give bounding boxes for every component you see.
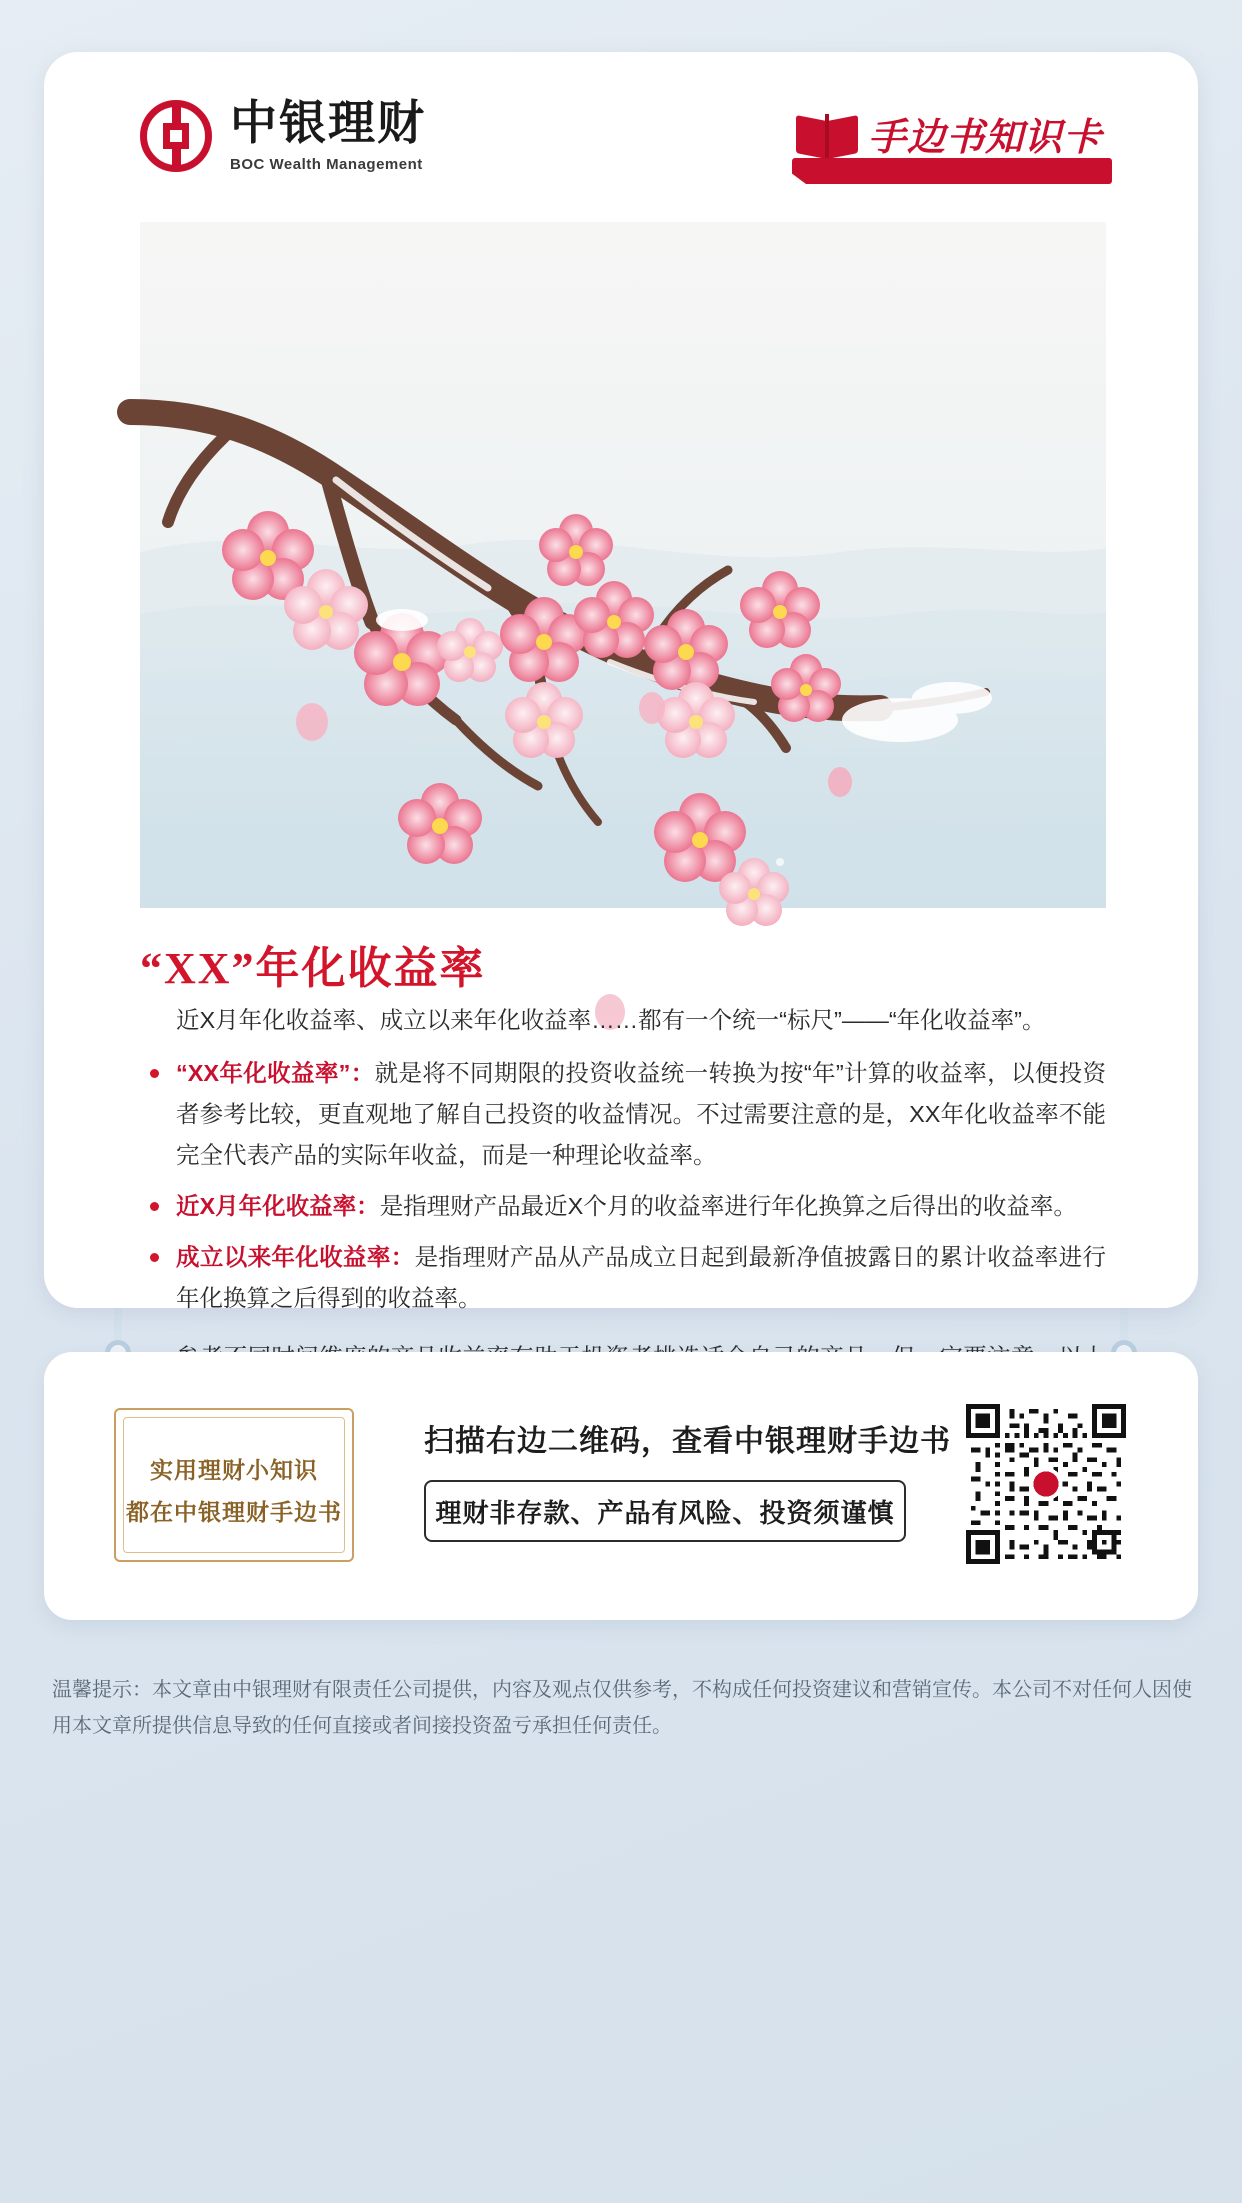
promo-stamp-line2: 都在中银理财手边书	[126, 1500, 342, 1525]
list-item-text: 是指理财产品从产品成立日起到最新净值披露日的累计收益率进行年化换算之后得到的收益率。	[176, 1244, 1107, 1311]
bullet-dot-icon	[150, 1253, 159, 1262]
list-item-text: 是指理财产品最近X个月的收益率进行年化换算之后得出的收益率。	[379, 1193, 1077, 1219]
list-item	[140, 1053, 1106, 1176]
promo-stamp	[114, 1408, 354, 1562]
brand-logo	[140, 97, 426, 173]
brand-name-cn: 中银理财	[230, 97, 426, 150]
plum-blossom-branch-illustration	[140, 222, 1106, 908]
list-item-lead: 成立以来年化收益率：	[176, 1244, 415, 1270]
promo-stamp-line1: 实用理财小知识	[150, 1458, 318, 1483]
risk-notice: 理财非存款、产品有风险、投资须谨慎	[424, 1480, 906, 1542]
article-intro: 近X月年化收益率、成立以来年化收益率……都有一个统一“标尺”——“年化收益率”。	[176, 1007, 1046, 1033]
scan-instruction: 扫描右边二维码，查看中银理财手边书	[424, 1425, 951, 1458]
qr-code-icon[interactable]	[966, 1404, 1126, 1564]
open-book-icon	[796, 112, 858, 158]
list-item-lead: “XX年化收益率”：	[176, 1060, 375, 1086]
card-header	[44, 52, 1198, 218]
knowledge-card-ribbon	[792, 106, 1112, 184]
promo-card	[44, 1352, 1198, 1620]
footer-disclaimer: 温馨提示：本文章由中银理财有限责任公司提供，内容及观点仅供参考，不构成任何投资建议和营销宣传。本公司不对任何人因使用本文章所提供信息导致的任何直接或者间接投资盈亏承担任何责任。	[52, 1679, 1192, 1737]
bullet-dot-icon	[150, 1202, 159, 1211]
list-item	[140, 1237, 1106, 1319]
boc-logo-icon	[140, 100, 212, 172]
brand-name-en: BOC Wealth Management	[230, 155, 423, 173]
list-item	[140, 1186, 1106, 1227]
main-card	[44, 52, 1198, 1311]
bullet-dot-icon	[150, 1069, 159, 1078]
page-title: “XX”年化收益率	[140, 944, 486, 993]
list-item-text: 就是将不同期限的投资收益统一转换为按“年”计算的收益率，以便投资者参考比较，更直观地了解自己投资的收益情况。不过需要注意的是，XX年化收益率不能完全代表产品的实际年收益，而是一种理论收益率。	[176, 1060, 1106, 1168]
list-item-lead: 近X月年化收益率：	[176, 1193, 380, 1219]
ribbon-label: 手边书知识卡	[868, 117, 1103, 159]
